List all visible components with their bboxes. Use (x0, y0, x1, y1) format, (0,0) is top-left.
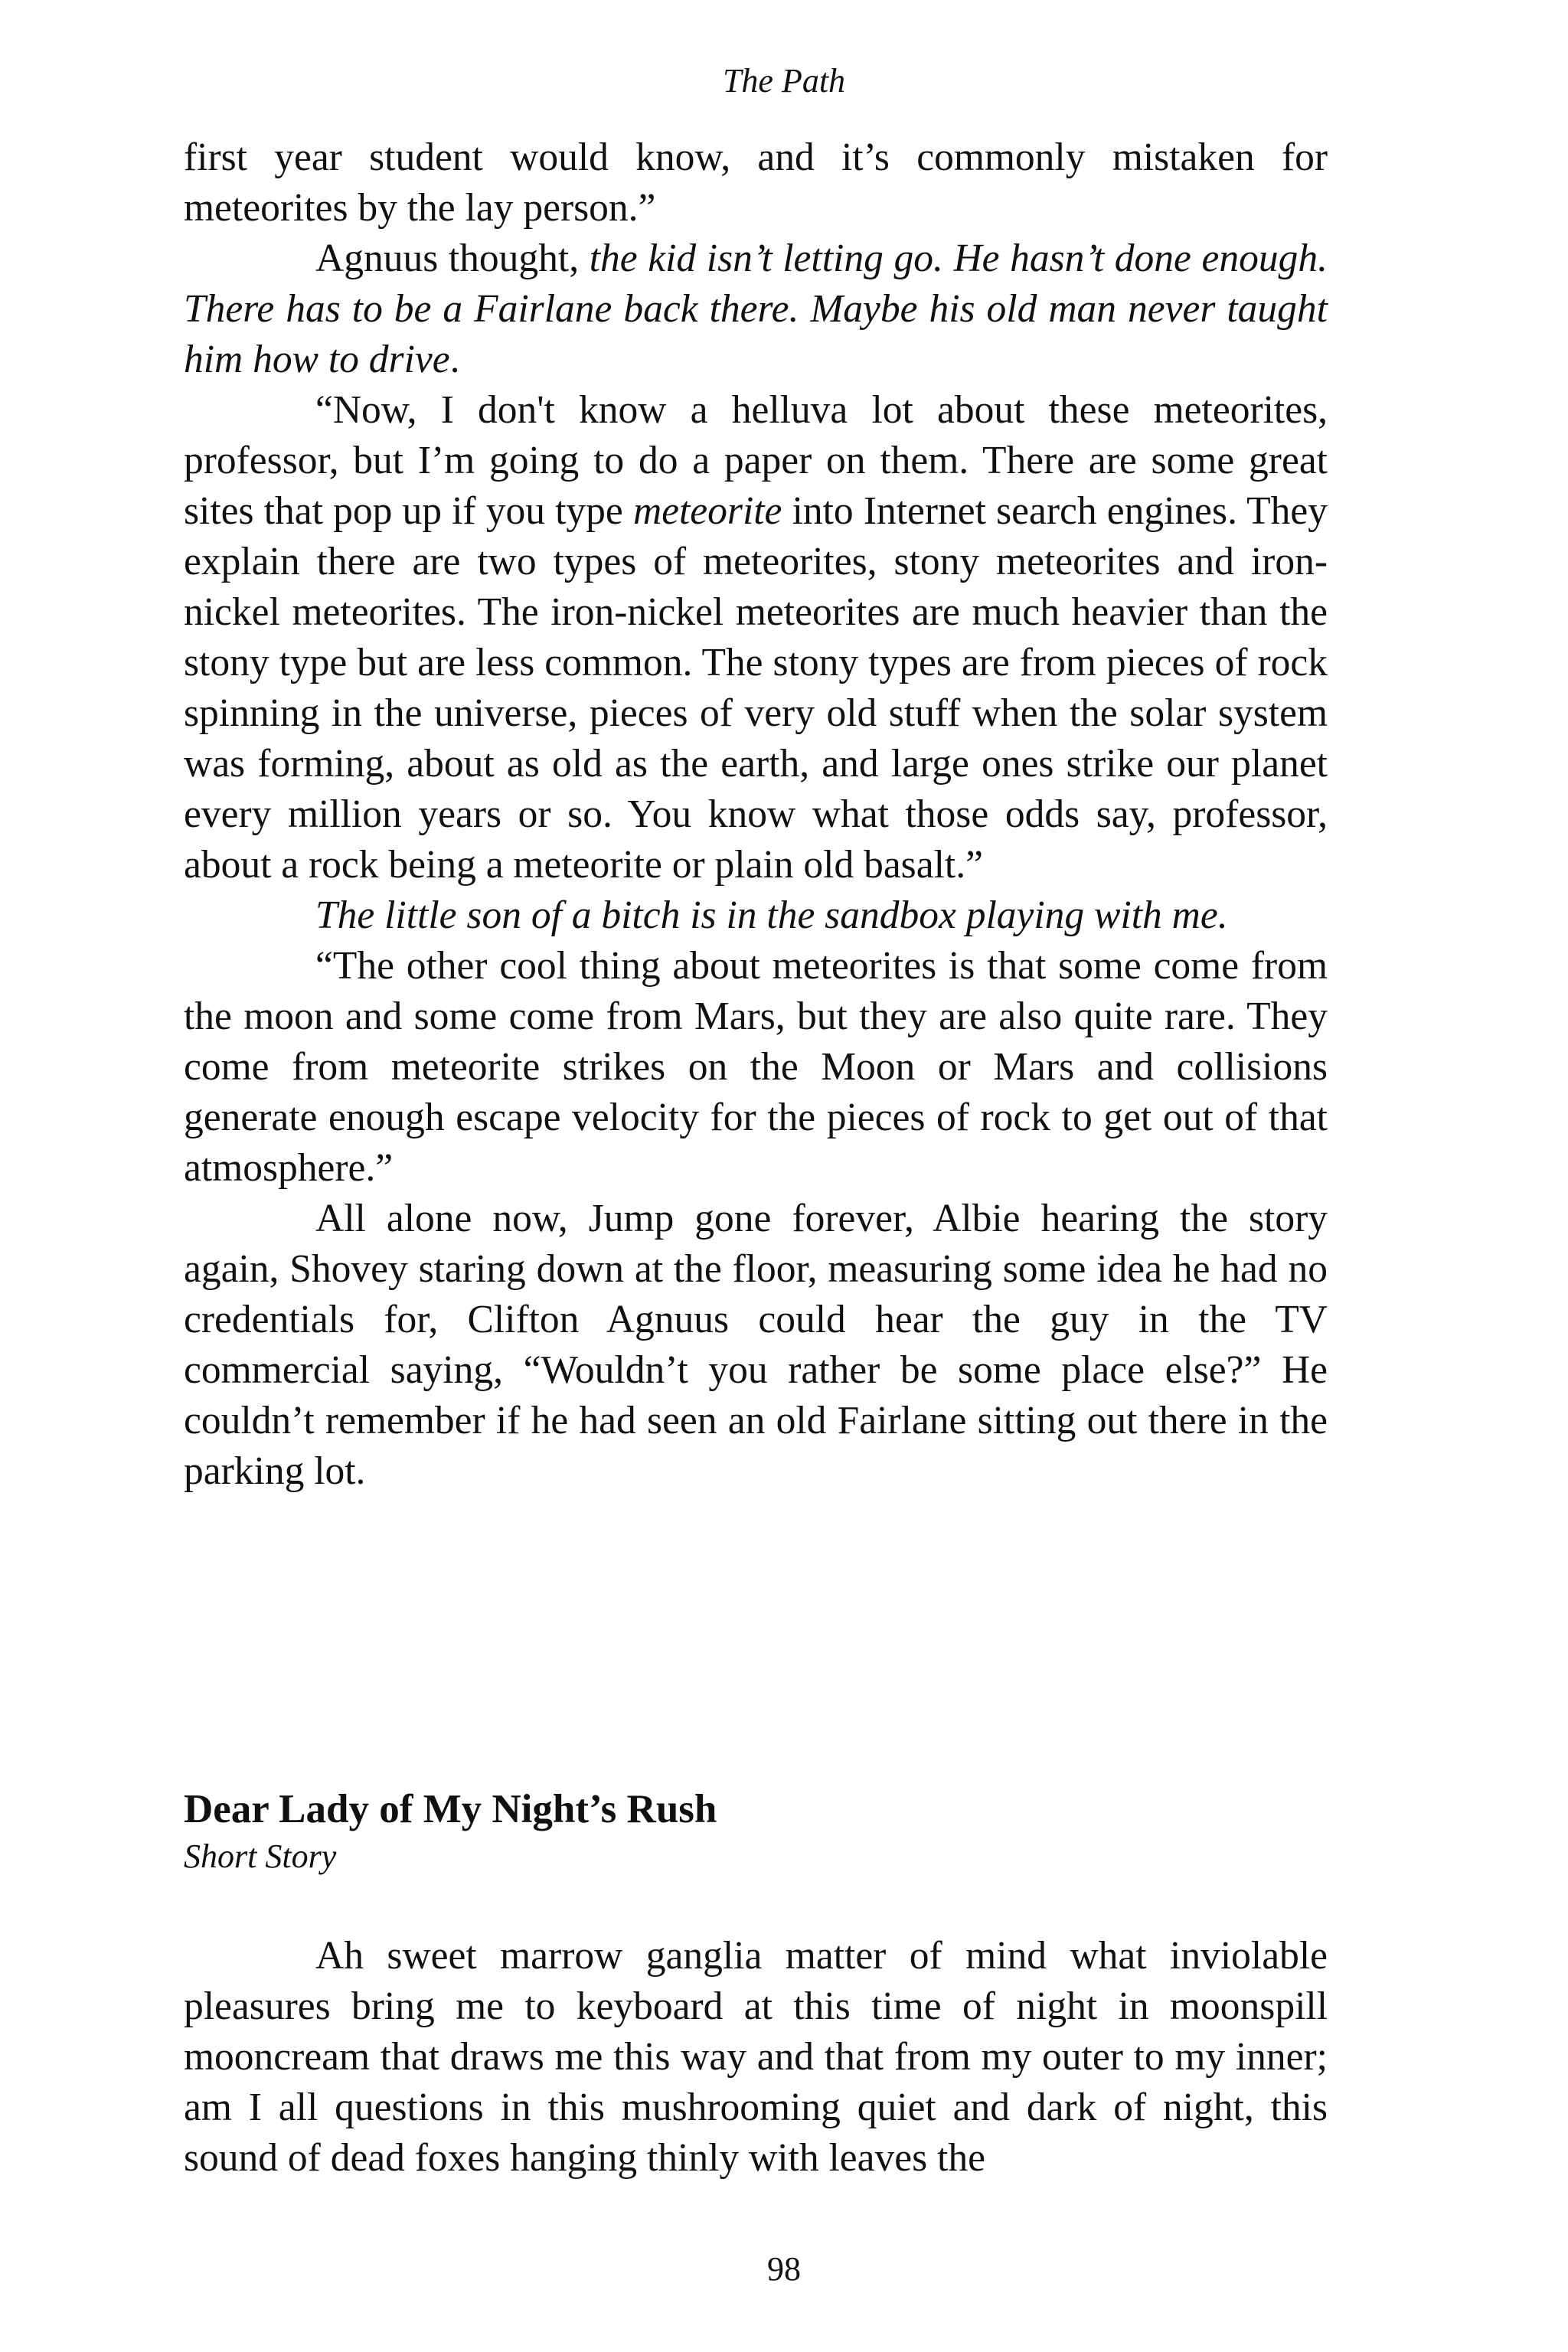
story-ending-text (184, 132, 1328, 1497)
italic-search-term: meteorite (632, 489, 782, 533)
new-story-section (184, 1784, 1328, 2184)
paragraph-lead-text: Agnuus thought, (315, 237, 590, 280)
paragraph-opening: Ah sweet marrow ganglia matter of mind what inviolable pleasures bring me to keyboard at this time of night in moonspill mooncream that draws me this way and that from my outer to my inner; am I all questions in this mushrooming quiet and dark of night, this sound of dead foxes hanging thinly with leaves the (184, 1934, 1328, 2180)
paragraph-moon-mars: “The other cool thing about meteorites is that some come from the moon and some come from Mars, but they are also quite rare. They come from meteorite strikes on the Moon or Mars and collisions generate enough escape velocity for the pieces of rock to get out of that atmosphere.” (184, 944, 1328, 1190)
story-subtitle: Short Story (184, 1838, 337, 1875)
paragraph-agnuus-thought (184, 234, 1328, 385)
page-number: 98 (767, 2250, 801, 2288)
paragraph-continued: first year student would know, and it’s commonly mistaken for meteorites by the lay person.” (184, 136, 1328, 230)
paragraph-meteorite-types (184, 385, 1328, 890)
paragraph-text-part-1: “Now, I don't know a helluva lot about these meteorites, professor, but I’m going to do a paper on them. There are some great sites that pop up if you type (184, 388, 1328, 533)
italic-thought-period: . (449, 338, 460, 381)
paragraph-all-alone: All alone now, Jump gone forever, Albie hearing the story again, Shovey staring down at the floor, measuring some idea he had no credentials for, Clifton Agnuus could hear the guy in the TV commercial saying, “Wouldn’t you rather be some place else?” He couldn’t remember if he had seen an old Fairlane sitting out there in the parking lot. (184, 1197, 1328, 1493)
story-title: Dear Lady of My Night’s Rush (184, 1787, 717, 1831)
paragraph-text-part-2: into Internet search engines. They explain there are two types of meteorites, stony meteorites and iron-nickel meteorites. The iron-nickel meteorites are much heavier than the stony type but are less common. The stony types are from pieces of rock spinning in the universe, pieces of very old stuff when the solar system was forming, about as old as the earth, and large ones strike our planet every million years or so. You know what those odds say, professor, about a rock being a meteorite or plain old basalt.” (184, 489, 1328, 887)
running-head: The Path (722, 62, 846, 100)
italic-thought-text: the kid isn’t letting go. He hasn’t done enough. There has to be a Fairlane back there. Maybe his old man never taught him how to drive (184, 237, 1328, 381)
paragraph-sandbox-thought: The little son of a bitch is in the sandbox playing with me. (315, 893, 1228, 937)
